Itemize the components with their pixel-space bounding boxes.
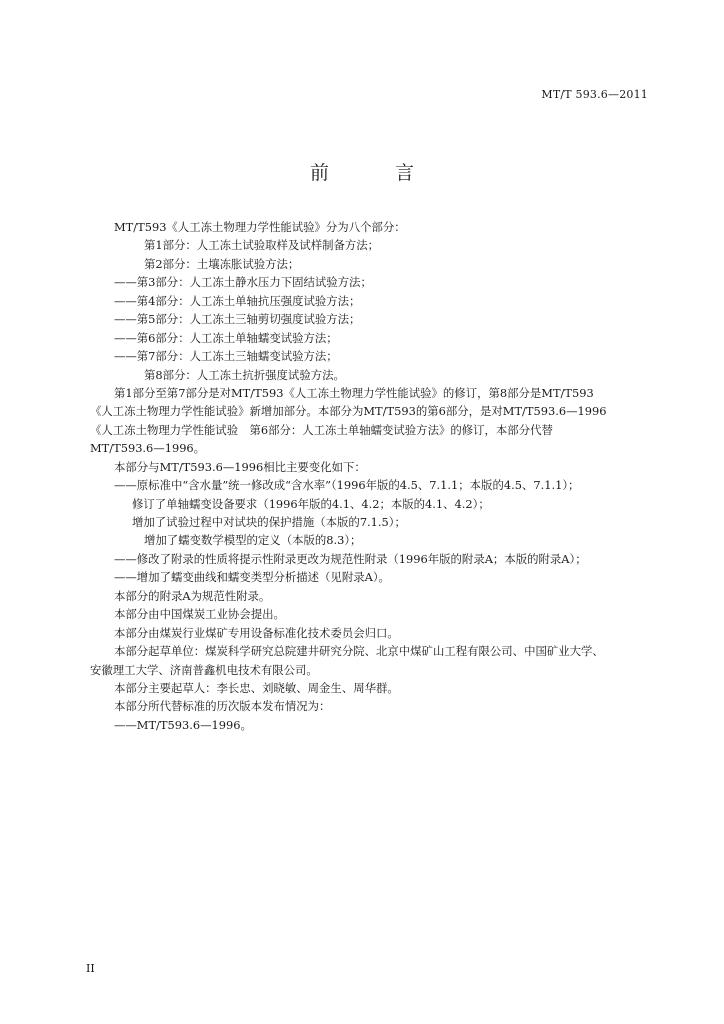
text-line: ——增加了蠕变曲线和蠕变类型分析描述（见附录A）。 <box>114 570 390 585</box>
text-line: 增加了试验过程中对试块的保护措施（本版的7.1.5）； <box>132 515 406 529</box>
text-line: 第2部分：土壤冻胀试验方法； <box>144 256 300 271</box>
text-line: ——第7部分：人工冻土三轴蠕变试验方法； <box>114 349 338 364</box>
text-line: ——第4部分：人工冻土单轴抗压强度试验方法； <box>114 293 361 308</box>
page-number: II <box>86 962 95 975</box>
text-line: 《人工冻土物理力学性能试验 第6部分：人工冻土单轴蠕变试验方法》的修订，本部分代替 <box>90 422 553 437</box>
text-line: 本部分与MT/T593.6—1996相比主要变化如下： <box>114 459 366 474</box>
text-line: 《人工冻土物理力学性能试验》新增加部分。本部分为MT/T593的第6部分，是对MT/T593.6—1996 <box>90 404 607 419</box>
text-line: 修订了单轴蠕变设备要求（1996年版的4.1、4.2；本版的4.1、4.2）； <box>132 496 490 511</box>
text-line: 本部分起草单位：煤炭科学研究总院建井研究分院、北京中煤矿山工程有限公司、中国矿业大学、 <box>114 644 604 659</box>
text-line: 第1部分：人工冻土试验取样及试样制备方法； <box>144 238 380 253</box>
text-line: MT/T593.6—1996。 <box>90 441 206 456</box>
text-line: ——第6部分：人工冻土单轴蠕变试验方法； <box>114 330 338 345</box>
text-line: 增加了蠕变数学模型的定义（本版的8.3）； <box>144 533 362 548</box>
text-line: ——修改了附录的性质将提示性附录更改为规范性附录（1996年版的附录A；本版的附录A）； <box>114 551 587 566</box>
text-line: 第1部分至第7部分是对MT/T593《人工冻土物理力学性能试验》的修订，第8部分是MT/T593 <box>114 385 594 400</box>
text-line: ——MT/T593.6—1996。 <box>114 717 252 732</box>
text-line: 安徽理工大学、济南普鑫机电技术有限公司。 <box>90 662 318 677</box>
text-line: 本部分的附录A为规范性附录。 <box>114 588 271 603</box>
text-line: MT/T593《人工冻土物理力学性能试验》分为八个部分： <box>114 220 406 234</box>
text-line: 本部分所代替标准的历次版本发布情况为： <box>114 699 331 714</box>
text-line: 本部分由煤炭行业煤矿专用设备标准化技术委员会归口。 <box>114 625 399 640</box>
text-line: ——第3部分：人工冻土静水压力下固结试验方法； <box>114 275 372 290</box>
page-title: 前 言 <box>309 162 445 184</box>
text-line: 本部分主要起草人：李长忠、刘晓敏、周金生、周华群。 <box>114 680 399 695</box>
standard-code: MT/T 593.6—2011 <box>541 88 648 101</box>
text-line: 第8部分：人工冻土抗折强度试验方法。 <box>144 367 345 382</box>
text-line: ——原标准中“含水量”统一修改成“含水率”（1996年版的4.5、7.1.1；本版的4.5、7.1.1）； <box>114 478 580 493</box>
text-line: ——第5部分：人工冻土三轴剪切强度试验方法； <box>114 312 361 327</box>
document-body <box>90 218 656 734</box>
text-line: 本部分由中国煤炭工业协会提出。 <box>114 607 285 622</box>
